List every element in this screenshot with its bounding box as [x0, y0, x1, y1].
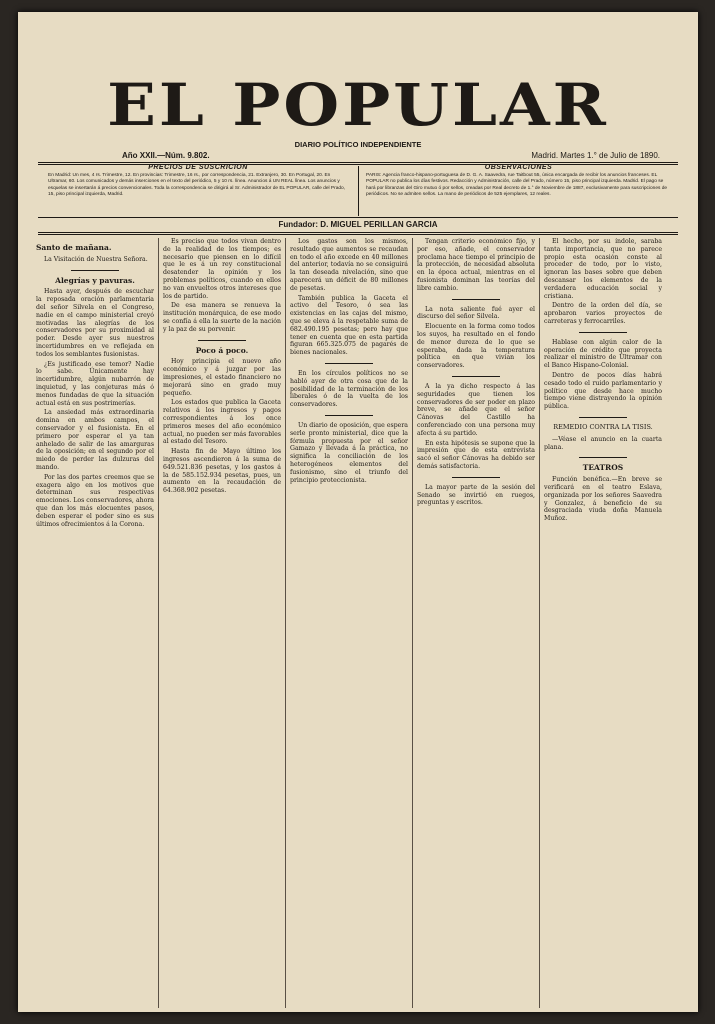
remedy-text: —Véase el anuncio en la cuarta plana. — [544, 435, 662, 451]
saint-heading: Santo de mañana. — [36, 243, 112, 252]
theatres-title: TEATROS — [582, 463, 624, 473]
separator — [579, 457, 626, 458]
paragraph: Hasta ayer, después de escuchar la reposada oración parlamentaria del señor Silvela en el Congreso, nadie en el campo ministerial creyó motivadas las alegrías de los conservadores por su proximidad al poder. Desde ayer sus nuestros incertidumbres en ve reflejada en todos los semblantes fusionistas. — [36, 288, 154, 358]
column-4 — [417, 238, 535, 1008]
separator — [71, 270, 118, 271]
observations-text: PARIS: Agencia franco-hispano-portuguesa de D. G. A. Saavedra, rue Taitbout 55, única encargada de recibir los anuncios franceses. EL POPULAR no publica los días festivos. Redacción y Administración, calle del Prado, número 15, piso principal izquierda. Madrid. El pago se hará por libranzas del Giro mutuo ó por sellos, creadas por Real decreto de 1.° de Noviembre de 1887, exclusivamente para suscripciones de periódicos. No se admiten sellos. La mano de periódicos de 525 ejemplares, 12 reales. — [366, 173, 668, 197]
paragraph: Por las dos partes creemos que se exagera algo en los motivos que determinan sus respectivas emociones. Los conservadores, ahora que dan los más elocuentes pasos, deben esperar el poder sino es sus últimos ofrecimientos á la Corona. — [36, 473, 154, 528]
column-1 — [36, 238, 154, 1008]
issue-number: Año XXII.—Núm. 9.802. — [122, 151, 210, 160]
column-3 — [290, 238, 408, 1008]
founder-line: Fundador: D. MIGUEL PERILLAN GARCIA — [278, 220, 438, 229]
paragraph: A la ya dicho respecto á las seguridades que tienen los conservadores de ser poder en plazo breve, se añade que el señor Cánovas del Castillo ha conferenciado con una persona muy afecta á su partido. — [417, 382, 535, 437]
paragraph: El hecho, por su índole, saraba tanta importancia, que no parece propio esta ocasión conste al proceder de todo, por lo visto, ignoran las bases sobre que deben descansar los elementos de la verdadera educación social y cristiana. — [544, 238, 662, 300]
separator — [198, 340, 245, 341]
separator — [325, 363, 372, 364]
paragraph: Los gastos son los mismos, resultado que aumentos se recaudan en todo el año excede en 40 millones del anterior, todavía no se consiguirá la tan deseada nivelación, sino que aparecerá un déficit de 80 millones de pesetas. — [290, 238, 408, 292]
column-rule — [539, 238, 540, 1008]
masthead-subtitle: DIARIO POLÍTICO INDEPENDIENTE — [294, 140, 422, 149]
separator — [579, 417, 626, 418]
paragraph: Tengan criterio económico fijo, y por eso, añade, el conservador proclama hace tiempo el principio de la protección, de necesidad absoluta en la época actual, mientras en el fusionista dominan las teorías del libre cambio. — [417, 238, 535, 292]
observations-heading: OBSERVACIONES — [484, 164, 553, 171]
paragraph: Es preciso que todos vivan dentro de la realidad de los tiempos; es necesario que piensen en lo difícil que le es á un rey constitucional desatender la opinión y los problemas políticos, cuando en ellos no van envueltos otros intereses que los de partido. — [163, 238, 281, 300]
separator — [452, 299, 499, 300]
separator — [579, 332, 626, 333]
founder-rule-bottom — [38, 232, 678, 235]
paragraph: De esa manera se renueva la institución monárquica, de ese modo se confía á ella la suerte de la nación y la paz de su porvenir. — [163, 302, 281, 333]
paragraph: También publica la Gaceta el activo del Tesoro, ó sea las existencias en las cajas del mismo, que se eleva á la respetable suma de 682.490.195 pesetas; pero hay que tener en cuenta que en esta partida figuran 665.325.075 de pagarés de bienes nacionales. — [290, 294, 408, 357]
subscription-text: En Madrid: Un mes, 4 rs. Trimestre, 12. En provincias: Trimestre, 16 rs., por correspondencia, 21. Extranjero, 30. En Portugal, 20. En Ultramar, 60. Los comunicados y demás inserciones en el texto del periódico, 5 y 10 rs. línea. Anuncios á UN REAL línea. Los anuncios y esquelas se insertarán á precios convencionales. Toda la correspondencia se dirigirá al Sr. Administrador de EL POPULAR, calle del Prado, 15, piso principal izquierda, Madrid. — [48, 173, 346, 197]
theatres-text: Función benéfica.—En breve se verificará en el teatro Eslava, organizada por los señores Saavedra y Gonzalez, á beneficio de su desgraciada viuda doña Manuela Muñoz. — [544, 476, 662, 523]
article-title: Poco á poco. — [195, 345, 249, 355]
paragraph: La mayor parte de la sesión del Senado se invirtió en ruegos, preguntas y escritos. — [417, 483, 535, 507]
article-title: Alegrías y pavuras. — [55, 275, 135, 285]
paragraph: ¿Es justificado ese temor? Nadie lo sabe. Únicamente hay incertidumbre, algún nubarrón de inquietud, y las conjeturas más ó menos fundadas de que la situación actual está en sus postrimerías. — [36, 360, 154, 407]
paragraph: La nota saliente fué ayer el discurso del señor Silvela. — [417, 305, 535, 321]
header-divider — [358, 166, 359, 216]
column-rule — [158, 238, 159, 1008]
paragraph: Un diario de oposición, que espera serle pronto ministerial, dice que la fórmula propuesta por el señor Gamazo y llevada á la práctica, no significa la conciliación de los heterogéneos elementos del fusionismo, sino el triunfo del principio proteccionista. — [290, 421, 408, 484]
paragraph: En los círculos políticos no se habló ayer de otra cosa que de la posibilidad de la terminación de los liberales ó de la vuelta de los conservadores. — [290, 369, 408, 409]
paragraph: Hoy principia el nuevo año económico y á juzgar por las impresiones, el estado financiero no mejorará sino en grado muy pequeño. — [163, 358, 281, 397]
masthead-title: EL POPULAR — [107, 71, 609, 140]
subscription-box — [48, 165, 348, 198]
paragraph: Hasta fin de Mayo último los ingresos ascendieron á la suma de 649.521.836 pesetas, y los gastos á la de 585.152.934 pesetas, pues, un aumento en la recaudación de 64.368.902 pesetas. — [163, 448, 281, 495]
paragraph: Elocuente en la forma como todos los suyos, ha resultado en el fondo de menor dureza de lo que se esperaba, dada la temperatura política en que vivían los conservadores. — [417, 323, 535, 370]
paragraph: En esta hipótesis se supone que la impresión que de esta entrevista sacó el señor Cánovas ha debido ser demás satisfactoria. — [417, 439, 535, 470]
observations-box — [366, 165, 671, 198]
column-rule — [285, 238, 286, 1008]
paragraph: Dentro de la orden del día, se aprobaron varios proyectos de carreteras y ferrocarriles. — [544, 302, 662, 325]
subscription-heading: PRECIOS DE SUSCRICION — [148, 164, 248, 171]
saint-text: La Visitación de Nuestra Señora. — [44, 255, 148, 263]
paragraph: Los estados que publica la Gaceta relativos á los ingresos y pagos correspondientes á los once primeros meses del año económico actual, no pueden ser más favorables al estado del Tesoro. — [163, 399, 281, 446]
column-2 — [163, 238, 281, 1008]
separator — [452, 376, 499, 377]
paragraph: Dentro de pocos días habrá cesado todo el ruido parlamentario y político que desde hace mucho tiempo viene distrayendo la opinión pública. — [544, 371, 662, 411]
column-5 — [544, 238, 662, 1008]
issue-date: Madrid. Martes 1.° de Julio de 1890. — [531, 151, 660, 160]
paragraph: Hablase con algún calor de la operación de crédito que proyecta realizar el ministro de Ultramar con el Banco Hispano-Colonial. — [544, 338, 662, 370]
newspaper-page — [18, 12, 698, 1012]
separator — [452, 477, 499, 478]
column-rule — [412, 238, 413, 1008]
paragraph: La ansiedad más extraordinaria domina en ambos campos, el conservador y el fusionista. En el primero por esperar el ya tan anhelado de salir de las amarguras de la oposición; en el segundo por el miedo de perder las dulzuras del mando. — [36, 409, 154, 471]
separator — [325, 415, 372, 416]
founder-rule-top — [38, 217, 678, 218]
remedy-title: REMEDIO CONTRA LA TISIS. — [553, 422, 653, 431]
